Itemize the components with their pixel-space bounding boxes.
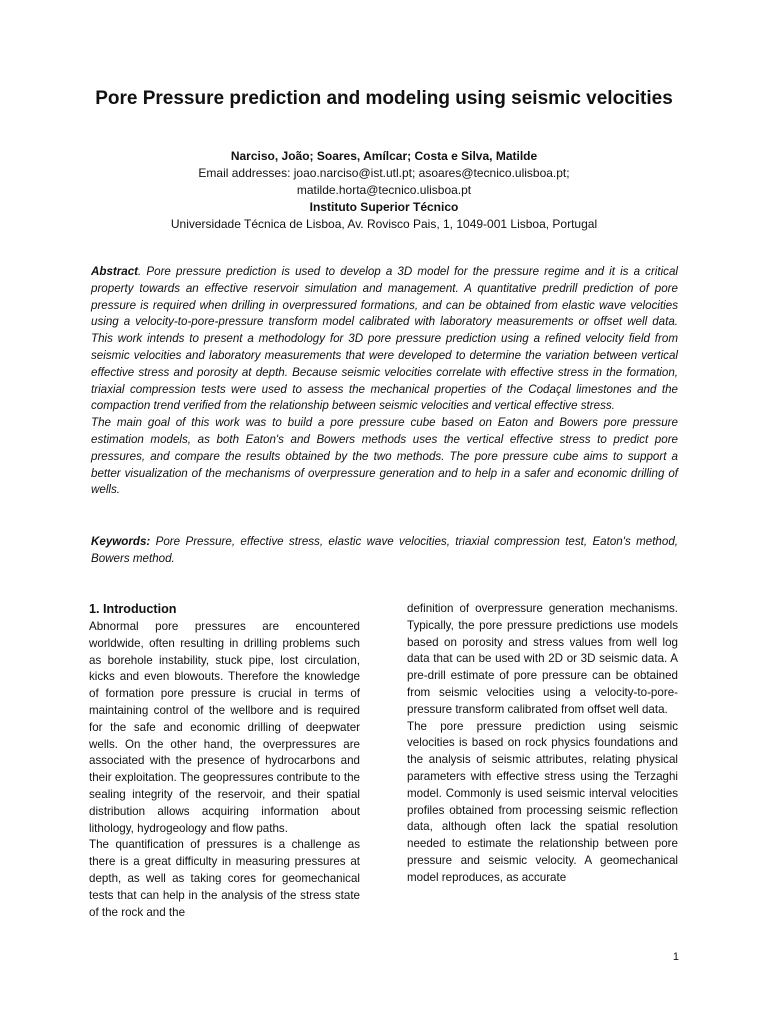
left-column (89, 600, 360, 921)
email-line-1: Email addresses: joao.narciso@ist.utl.pt; asoares@tecnico.ulisboa.pt; (198, 166, 570, 180)
intro-left-paragraph-2: The quantification of pressures is a challenge as there is a great difficulty in measuring pressures at depth, as well as taking cores for geomechanical tests that can help in the analysis of the stress state of the rock and the (89, 838, 360, 919)
abstract-paragraph-2: The main goal of this work was to build a pore pressure cube based on Eaton and Bowers pore pressure estimation models, as both Eaton's and Bowers methods uses the vertical effective stress to predict pore pressures, and compare the results obtained by the two methods. The pore pressure cube aims to support a better visualization of the mechanisms of overpressure generation and to help in a safer and economic drilling of wells. (91, 416, 678, 497)
keywords-label: Keywords: (91, 535, 151, 548)
keywords-section (91, 533, 678, 567)
intro-right-paragraph-2: The pore pressure prediction using seismic velocities is based on rock physics foundations and the analysis of seismic attributes, relating physical parameters with effective stress using the Terzaghi model. Commonly is used seismic interval velocities profiles obtained from processing seismic reflection data, although often lack the spatial resolution needed to estimate the relationship between pore pressure and seismic velocity. A geomechanical model reproduces, as accurate (407, 719, 678, 884)
abstract-section (91, 264, 678, 499)
keywords-text: Pore Pressure, effective stress, elastic wave velocities, triaxial compression test, Eaton's method, Bowers method. (91, 535, 678, 565)
introduction-heading: 1. Introduction (89, 602, 177, 616)
intro-left-paragraph-1: Abnormal pore pressures are encountered worldwide, often resulting in drilling problems such as borehole instability, stuck pipe, lost circulation, kicks and even blowouts. Therefore the knowledge of formation pore pressure is crucial in terms of maintaining control of the wellbore and is required for the safe and economic drilling of deepwater wells. On the other hand, the overpressures are associated with the presence of hydrocarbons and their exploitation. The geopressures contribute to the sealing integrity of the reservoir, and their spatial distribution allows acquiring information about lithology, hydrogeology and flow paths. (89, 620, 360, 835)
intro-right-paragraph-1: definition of overpressure generation mechanisms. Typically, the pore pressure predictions use models based on porosity and stress values from well log data that can be used with 2D or 3D seismic data. A pre-drill estimate of pore pressure can be obtained from seismic velocities using a velocity-to-pore-pressure transform calibrated from offset well data. (407, 602, 678, 716)
author-names: Narciso, João; Soares, Amílcar; Costa e Silva, Matilde (230, 149, 538, 163)
abstract-paragraph-1 (91, 264, 678, 415)
page-number: 1 (672, 951, 679, 963)
right-column (407, 601, 678, 887)
abstract-label: Abstract (91, 265, 139, 278)
email-line-2: matilde.horta@tecnico.ulisboa.pt (296, 183, 472, 197)
institution-address: Universidade Técnica de Lisboa, Av. Rovisco Pais, 1, 1049-001 Lisboa, Portugal (170, 217, 598, 231)
abstract-text-1: . Pore pressure prediction is used to develop a 3D model for the pressure regime and it is a critical property towards an effective reservoir simulation and management. A quantitative predrill prediction of pore pressure is required when drilling in overpressured formations, and can be obtained from elastic wave velocities using a velocity-to-pore-pressure transform model calibrated with laboratory measurements or offset well data. This work intends to present a methodology for 3D pore pressure prediction using a refined velocity field from seismic velocities and laboratory measurements that were developed to determine the variation between vertical effective stress and porosity at depth. Because seismic velocities correlate with effective stress in the formation, triaxial compression tests were used to assess the mechanical properties of the Codaçal limestones and the compaction trend verified from the relationship between seismic velocities and vertical effective stress. (91, 265, 678, 413)
author-block (60, 148, 708, 233)
paper-title: Pore Pressure prediction and modeling using seismic velocities (95, 88, 673, 109)
institution-name: Instituto Superior Técnico (309, 200, 459, 214)
